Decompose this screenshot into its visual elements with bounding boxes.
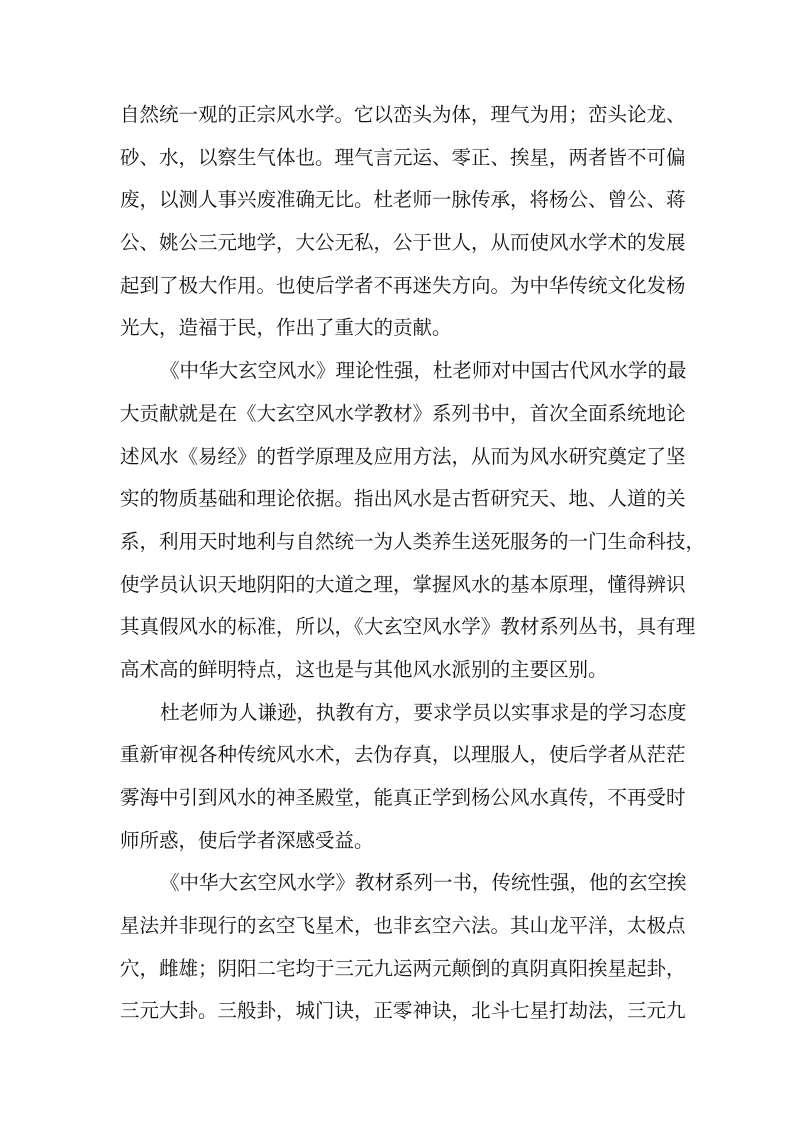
text-line: 光大，造福于民，作出了重大的贡献。 [120, 316, 452, 340]
text-line: 杜老师为人谦逊，执教有方，要求学员以实事求是的学习态度 [160, 700, 687, 724]
text-line: 废，以测人事兴废准确无比。杜老师一脉传承，将杨公、曾公、蒋 [120, 188, 686, 212]
text-line: 《中华大玄空风水学》教材系列一书，传统性强，他的玄空挨 [160, 871, 687, 895]
text-line: 起到了极大作用。也使后学者不再迷失方向。为中华传统文化发杨 [120, 273, 686, 297]
text-line: 高术高的鲜明特点，这也是与其他风水派别的主要区别。 [120, 657, 608, 681]
text-line: 穴，雌雄；阴阳二宅均于三元九运两元颠倒的真阴真阳挨星起卦， [120, 956, 686, 980]
text-line: 自然统一观的正宗风水学。它以峦头为体，理气为用；峦头论龙、 [120, 103, 686, 126]
text-line: 大贡献就是在《大玄空风水学教材》系列书中，首次全面系统地论 [120, 401, 686, 425]
text-line: 重新审视各种传统风水术，去伪存真，以理服人，使后学者从茫茫 [120, 743, 686, 767]
text-line: 实的物质基础和理论依据。指出风水是古哲研究天、地、人道的关 [120, 487, 686, 511]
text-line: 师所惑，使后学者深感受益。 [120, 828, 374, 852]
body-text [120, 94, 706, 1033]
text-line: 公、姚公三元地学，大公无私，公于世人，从而使风水学术的发展 [120, 231, 686, 255]
text-line: 三元大卦。三般卦，城门诀，正零神诀，北斗七星打劫法，三元九 [120, 999, 686, 1023]
text-line: 系，利用天时地利与自然统一为人类养生送死服务的一门生命科技， [120, 529, 706, 553]
text-line: 星法并非现行的玄空飞星术，也非玄空六法。其山龙平洋，太极点 [120, 914, 686, 938]
text-line: 其真假风水的标准，所以，《大玄空风水学》教材系列丛书，具有理 [120, 615, 696, 639]
text-line: 使学员认识天地阴阳的大道之理，掌握风水的基本原理，懂得辨识 [120, 572, 686, 596]
text-line: 《中华大玄空风水》理论性强，杜老师对中国古代风水学的最 [160, 359, 687, 383]
text-line: 雾海中引到风水的神圣殿堂，能真正学到杨公风水真传，不再受时 [120, 786, 686, 809]
text-line: 砂、水，以察生气体也。理气言元运、零正、挨星，两者皆不可偏 [120, 145, 686, 169]
text-line: 述风水《易经》的哲学原理及应用方法，从而为风水研究奠定了坚 [120, 444, 686, 468]
